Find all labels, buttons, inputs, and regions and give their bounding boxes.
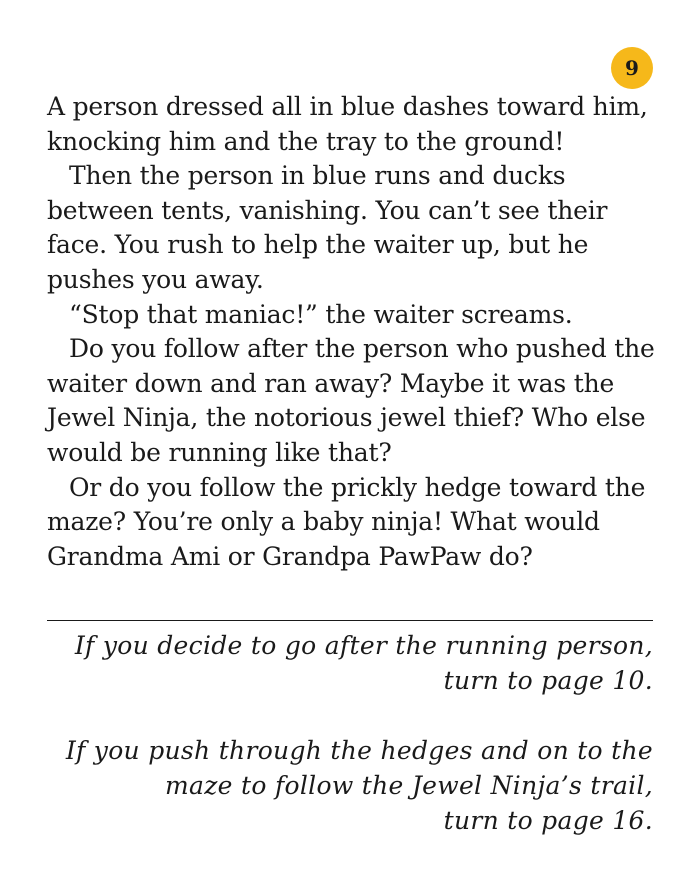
- story-paragraph: Or do you follow the prickly hedge toward the maze? You’re only a baby ninja! What would Grandma Ami or Grandpa PawPaw do?: [47, 472, 646, 571]
- story-text: [47, 90, 659, 574]
- section-divider: [47, 620, 653, 621]
- choice-turn-to: turn to page 10.: [443, 666, 653, 695]
- choice-text-line1: If you push through the hedges and on to the: [65, 736, 653, 765]
- choice-go-after-running-person: [47, 628, 653, 698]
- story-paragraph: Then the person in blue runs and ducks between tents, vanishing. You can’t see their face. You rush to help the waiter up, but he pushes you away.: [47, 161, 608, 294]
- choices-section: [47, 628, 653, 873]
- story-paragraph: Do you follow after the person who pushed the waiter down and ran away? Maybe it was the Jewel Ninja, the notorious jewel thief? Who else would be running like that?: [47, 334, 655, 467]
- choice-push-through-hedges: [47, 733, 653, 838]
- story-paragraph: A person dressed all in blue dashes toward him, knocking him and the tray to the ground!: [47, 92, 648, 156]
- page-number: 9: [625, 56, 639, 80]
- choice-text-line2: maze to follow the Jewel Ninja’s trail,: [165, 771, 653, 800]
- page-number-badge: [611, 47, 653, 89]
- choice-text: If you decide to go after the running person,: [74, 631, 653, 660]
- choice-turn-to: turn to page 16.: [443, 806, 653, 835]
- story-paragraph: “Stop that maniac!” the waiter screams.: [69, 299, 573, 329]
